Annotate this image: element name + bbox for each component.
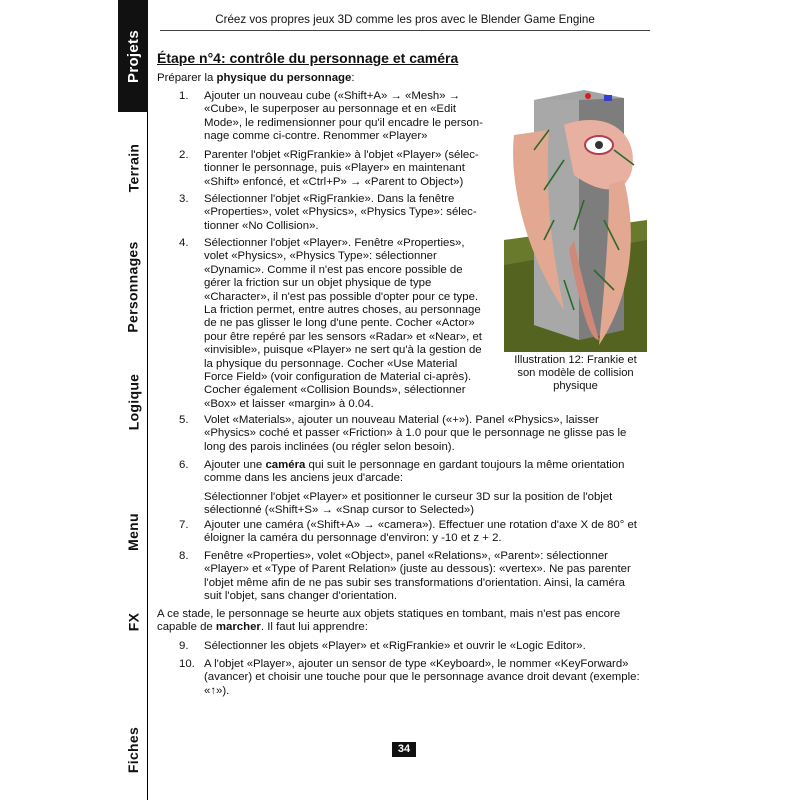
tab-label: FX: [125, 612, 141, 632]
tab-terrain[interactable]: [118, 112, 148, 224]
item-text: Volet «Materials», ajouter un nouveau Material («+»). Panel «Physics», laisser «Physics» coché et passer «Friction» à 1.0 pour que le personnage ne glisse pas le long des parois inclinées (ou régler selon besoin).: [204, 414, 627, 453]
item-number: 10.: [179, 658, 195, 670]
item-text: Ajouter une caméra qui suit le personnage en gardant toujours la même orientation comme dans les anciens jeux d'arcade: Sélectionner l'objet «Player» et positionner le curseur 3D sur la position de l'objet sélectionné («Shift+S» → «Snap cursor to Selected»): [204, 459, 625, 517]
chapter-sidebar: [118, 0, 148, 800]
item-text: Sélectionner l'objet «Player». Fenêtre «Properties», volet «Physics», «Physics Type»: sélectionner «Dynamic». Comme il n'est pas encore possible de gérer la friction sur un objet physique de type «Character», il n'est pas possible d'opter pour ce type. La friction permet, entre autres choses, au personnage de ne pas glisser le long d'une pente. Cocher «Actor» pour être repéré par les sensors «Radar» et «Near», et «invisible», puisque «Player» ne sert qu'à la gestion de la physique du personnage. Cocher «Use Material Force Field» (voir configuration de Material ci-après). Cocher également «Collision Bounds», sélectionner «Box» et laisser «margin» à 0.04.: [204, 237, 482, 410]
frankie-collision-illustration: [504, 90, 647, 352]
tab-fiches[interactable]: [118, 700, 148, 800]
item-number: 1.: [179, 90, 189, 102]
item-text: Parenter l'objet «RigFrankie» à l'objet «Player» (sélec- tionner le personnage, puis «Player» en maintenant «Shift» enfoncé, et «Ctrl+P» → «Parent to Object»): [204, 149, 479, 188]
intro-text: Préparer la physique du personnage:: [157, 72, 355, 84]
item-number: 3.: [179, 193, 189, 205]
tab-label: Terrain: [125, 143, 141, 193]
illustration-caption: Illustration 12: Frankie et son modèle de collision physique: [514, 354, 637, 392]
header-rule: [160, 30, 650, 31]
tab-projets[interactable]: [118, 0, 148, 112]
tab-label: Logique: [125, 373, 142, 431]
running-header: Créez vos propres jeux 3D comme les pros avec le Blender Game Engine: [215, 13, 595, 26]
item-text: Ajouter un nouveau cube («Shift+A» → «Mesh» → «Cube», le superposer au personnage et en «Edit Mode», le redimensionner pour qu'il encadre le person- nage comme ci-contre. Renommer «Player»: [204, 90, 483, 143]
item-text: Sélectionner les objets «Player» et «RigFrankie» et ouvrir le «Logic Editor».: [204, 640, 586, 652]
item-number: 4.: [179, 237, 189, 249]
item-number: 6.: [179, 459, 189, 471]
item-number: 9.: [179, 640, 189, 652]
item-text: Sélectionner l'objet «RigFrankie». Dans la fenêtre «Properties», volet «Physics», «Physics Type»: sélec- tionner «No Collision».: [204, 193, 477, 232]
tab-label: Projets: [124, 29, 142, 83]
item-text: Fenêtre «Properties», volet «Object», panel «Relations», «Parent»: sélectionner «Player» et «Type of Parent Relation» (juste au dessous): «vertex». Ne pas parenter l'objet même afin de ne pas subir ses transformations d'orientation. Ainsi, la caméra suit l'objet, sans changer d'orientation.: [204, 550, 631, 603]
tab-personnages[interactable]: [118, 222, 148, 352]
item-text: Ajouter une caméra («Shift+A» → «camera»). Effectuer une rotation d'axe X de 80° et éloigner la caméra du personnage d'environ: y -10 et z + 2.: [204, 519, 637, 545]
item-text: A l'objet «Player», ajouter un sensor de type «Keyboard», le nommer «KeyForward» (avancer) et choisir une touche pour que le personnage avance droit devant (exemple: «↑»).: [204, 658, 640, 697]
body-paragraph: A ce stade, le personnage se heurte aux objets statiques en tombant, mais n'est pas encore capable de marcher. Il faut lui apprendre:: [157, 608, 621, 634]
section-title: Étape n°4: contrôle du personnage et caméra: [157, 50, 459, 66]
item-number: 2.: [179, 149, 189, 161]
page-number: 34: [392, 742, 416, 757]
tab-label: Menu: [125, 513, 142, 551]
tab-label: Fiches: [125, 726, 141, 774]
item-number: 7.: [179, 519, 189, 531]
item-number: 8.: [179, 550, 189, 562]
tab-logique[interactable]: [118, 352, 148, 452]
tab-fx[interactable]: [118, 592, 148, 652]
tab-menu[interactable]: [118, 482, 148, 582]
tab-label: Personnages: [125, 241, 142, 333]
item-number: 5.: [179, 414, 189, 426]
